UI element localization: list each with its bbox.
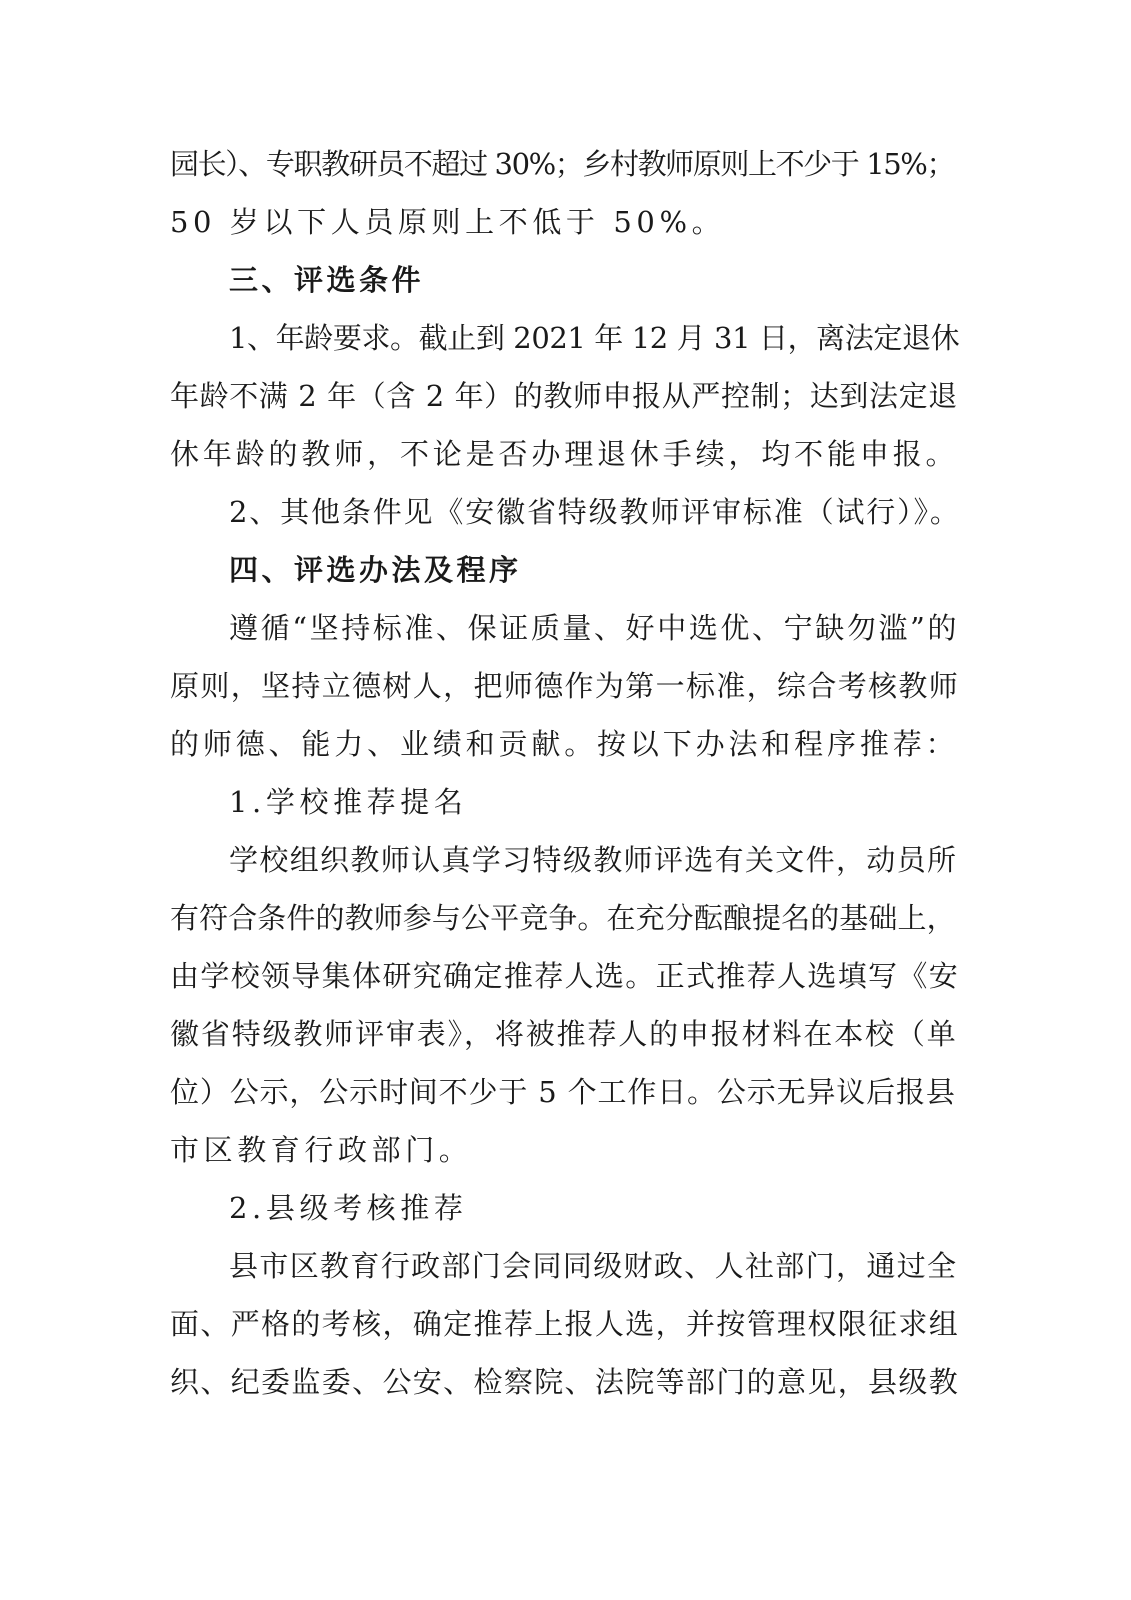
body-text-line: 位）公示，公示时间不少于 5 个工作日。公示无异议后报县 [170, 1075, 956, 1109]
body-text-line: 50 岁以下人员原则上不低于 50%。 [170, 205, 726, 239]
body-text-line: 学校组织教师认真学习特级教师评选有关文件，动员所 [229, 843, 958, 877]
body-text-line: 1、年龄要求。截止到 2021 年 12 月 31 日，离法定退休 [229, 321, 960, 355]
body-text-line: 年龄不满 2 年（含 2 年）的教师申报从严控制；达到法定退 [170, 379, 958, 413]
body-text-line: 休年龄的教师，不论是否办理退休手续，均不能申报。 [170, 437, 959, 471]
body-text-line: 有符合条件的教师参与公平竞争。在充分酝酿提名的基础上， [170, 901, 956, 935]
body-text-line: 2、其他条件见《安徽省特级教师评审标准（试行）》。 [229, 495, 961, 529]
body-text-line: 徽省特级教师评审表》，将被推荐人的申报材料在本校（单 [170, 1017, 958, 1051]
body-text-line: 市区教育行政部门。 [170, 1133, 473, 1167]
subsection-heading-school: 1.学校推荐提名 [229, 785, 468, 819]
body-text-line: 由学校领导集体研究确定推荐人选。正式推荐人选填写《安 [170, 959, 960, 993]
subsection-heading-county: 2.县级考核推荐 [229, 1191, 468, 1225]
body-text-line: 织、纪委监委、公安、检察院、法院等部门的意见，县级教 [170, 1365, 960, 1399]
body-text-line: 县市区教育行政部门会同同级财政、人社部门，通过全 [229, 1249, 958, 1283]
body-text-line: 园长）、专职教研员不超过 30%；乡村教师原则上不少于 15%； [170, 147, 955, 181]
body-text-line: 的师德、能力、业绩和贡献。按以下办法和程序推荐： [170, 727, 959, 761]
body-text-line: 面、严格的考核，确定推荐上报人选，并按管理权限征求组 [170, 1307, 960, 1341]
section-heading-criteria: 三、评选条件 [229, 263, 425, 297]
section-heading-procedure: 四、评选办法及程序 [229, 553, 522, 587]
body-text-line: 遵循“坚持标准、保证质量、好中选优、宁缺勿滥”的 [229, 611, 960, 645]
body-text-line: 原则，坚持立德树人，把师德作为第一标准，综合考核教师 [170, 669, 960, 703]
